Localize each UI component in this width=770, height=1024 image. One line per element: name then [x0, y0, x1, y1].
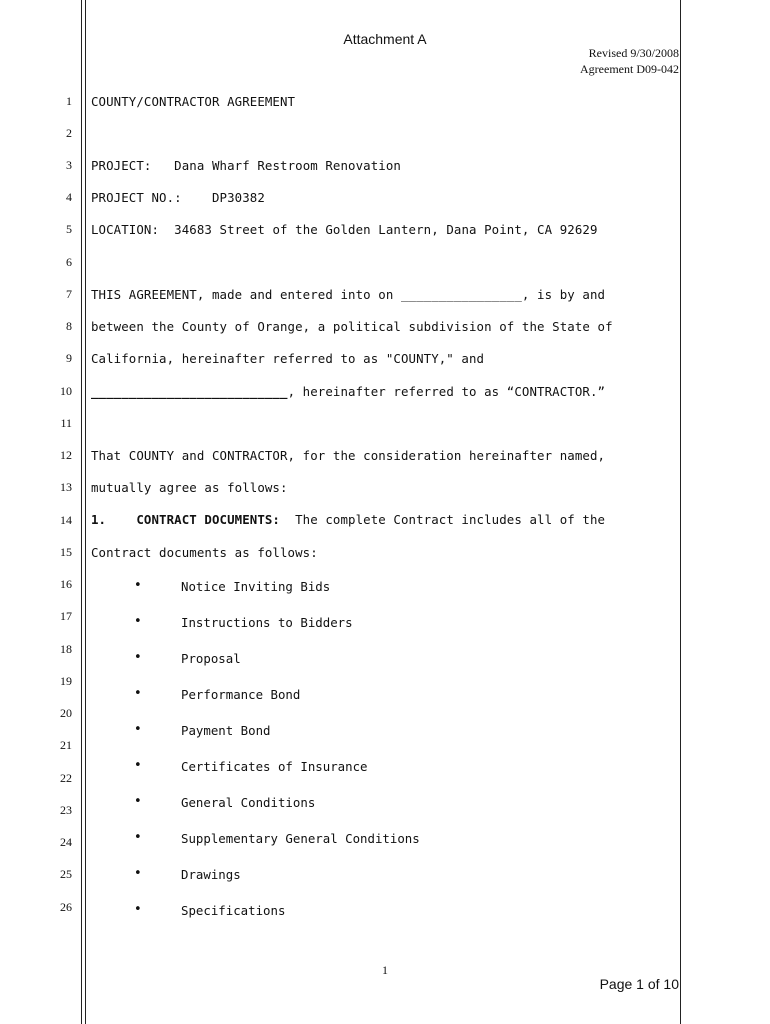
- margin-rule-right: [680, 0, 681, 1024]
- document-list-item: Drawings: [181, 867, 241, 882]
- location-line: [91, 222, 598, 237]
- line-number: 11: [60, 416, 72, 430]
- location-value: 34683 Street of the Golden Lantern, Dana Point, CA 92629: [174, 222, 598, 237]
- line-number: 2: [66, 126, 72, 140]
- document-list-item: Payment Bond: [181, 723, 271, 738]
- margin-rule-left-inner: [85, 0, 86, 1024]
- document-list-item: Specifications: [181, 903, 286, 918]
- consideration-paragraph-line: mutually agree as follows:: [91, 480, 288, 495]
- bullet-icon: •: [134, 794, 142, 809]
- bullet-icon: •: [134, 686, 142, 701]
- bullet-icon: •: [134, 830, 142, 845]
- bullet-icon: •: [134, 614, 142, 629]
- line-number: 21: [60, 738, 72, 752]
- line-number: 8: [66, 319, 72, 333]
- project-number-label: PROJECT NO.:: [91, 190, 212, 205]
- line-number: 1: [66, 94, 72, 108]
- line-number: 26: [60, 900, 72, 914]
- section-1-line: Contract documents as follows:: [91, 545, 318, 560]
- agreement-paragraph-line: THIS AGREEMENT, made and entered into on ________________, is by and: [91, 287, 606, 302]
- bullet-icon: •: [134, 578, 142, 593]
- line-number: 17: [60, 609, 72, 623]
- line-number: 7: [66, 287, 72, 301]
- consideration-paragraph-line: That COUNTY and CONTRACTOR, for the consideration hereinafter named,: [91, 448, 606, 463]
- agreement-title: COUNTY/CONTRACTOR AGREEMENT: [91, 94, 296, 109]
- document-list-item: Proposal: [181, 651, 241, 666]
- line-number: 23: [60, 803, 72, 817]
- agreement-paragraph-line: California, hereinafter referred to as "COUNTY," and: [91, 351, 485, 366]
- bullet-icon: •: [134, 758, 142, 773]
- margin-rule-left-outer: [81, 0, 82, 1024]
- document-list-item: General Conditions: [181, 795, 316, 810]
- project-value: Dana Wharf Restroom Renovation: [174, 158, 401, 173]
- line-number: 4: [66, 190, 72, 204]
- bullet-icon: •: [134, 866, 142, 881]
- line-number: 15: [60, 545, 72, 559]
- line-number: 18: [60, 642, 72, 656]
- document-list-item: Instructions to Bidders: [181, 615, 353, 630]
- line-number: 24: [60, 835, 72, 849]
- contractor-line: [91, 384, 605, 399]
- line-number: 3: [66, 158, 72, 172]
- line-number: 12: [60, 448, 72, 462]
- page-of-total: Page 1 of 10: [599, 976, 679, 992]
- bullet-icon: •: [134, 902, 142, 917]
- line-number: 13: [60, 480, 72, 494]
- line-number: 10: [60, 384, 72, 398]
- agreement-paragraph-line: between the County of Orange, a political subdivision of the State of: [91, 319, 613, 334]
- line-number: 9: [66, 351, 72, 365]
- section-1-line: [91, 512, 605, 527]
- document-list-item: Notice Inviting Bids: [181, 579, 331, 594]
- project-number-line: [91, 190, 265, 205]
- line-number: 19: [60, 674, 72, 688]
- bullet-icon: •: [134, 650, 142, 665]
- attachment-title: Attachment A: [343, 31, 427, 47]
- line-number: 25: [60, 867, 72, 881]
- document-list-item: Performance Bond: [181, 687, 301, 702]
- line-number: 6: [66, 255, 72, 269]
- project-label: PROJECT:: [91, 158, 175, 173]
- revised-date: Revised 9/30/2008: [588, 46, 679, 60]
- document-list-item: Supplementary General Conditions: [181, 831, 420, 846]
- location-label: LOCATION:: [91, 222, 175, 237]
- project-number-value: DP30382: [211, 190, 265, 205]
- line-number: 14: [60, 513, 72, 527]
- project-line: [91, 158, 401, 173]
- section-heading: CONTRACT DOCUMENTS:: [136, 512, 280, 527]
- line-number: 20: [60, 706, 72, 720]
- contractor-name-blank: __________________________: [91, 384, 288, 399]
- agreement-number: Agreement D09-042: [580, 62, 679, 76]
- section-text: The complete Contract includes all of the: [280, 512, 606, 527]
- page-number: 1: [382, 963, 388, 977]
- section-number: 1.: [91, 512, 137, 527]
- line-number: 22: [60, 771, 72, 785]
- line-number: 5: [66, 222, 72, 236]
- line-number: 16: [60, 577, 72, 591]
- contractor-line-text: , hereinafter referred to as “CONTRACTOR.”: [287, 384, 606, 399]
- bullet-icon: •: [134, 722, 142, 737]
- document-list-item: Certificates of Insurance: [181, 759, 368, 774]
